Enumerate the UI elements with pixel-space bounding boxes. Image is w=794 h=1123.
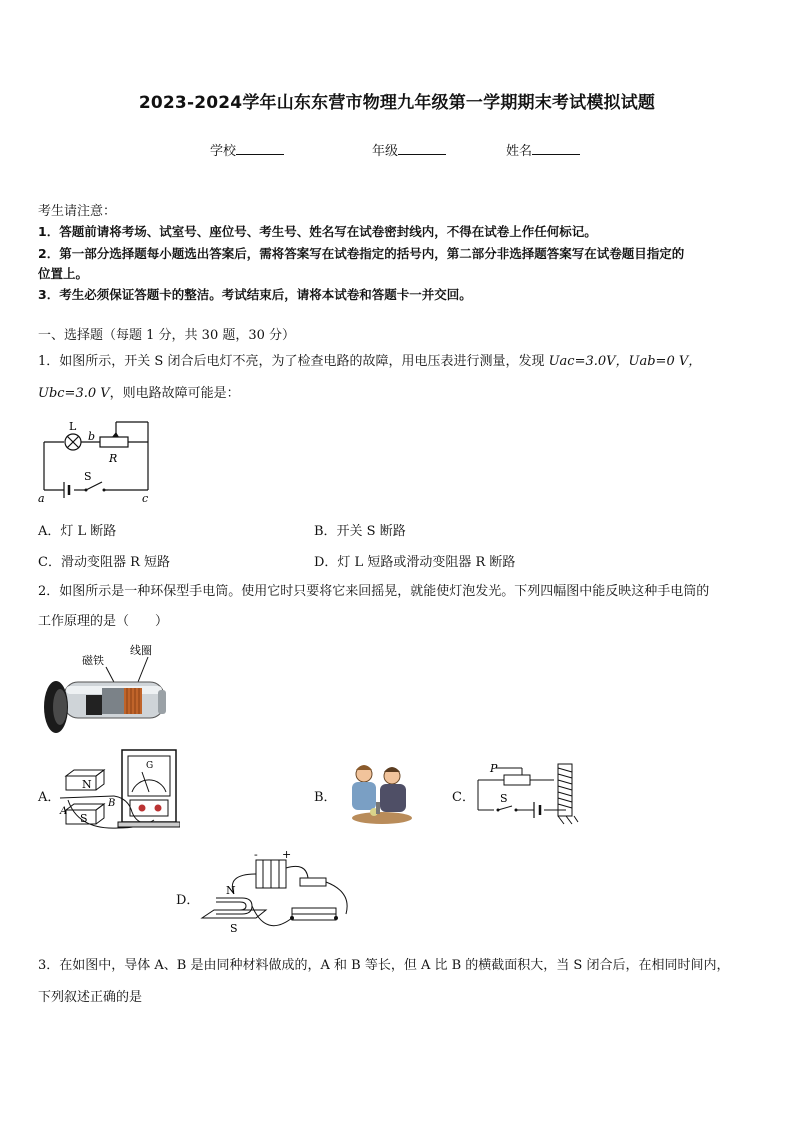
fig-a-N: N xyxy=(82,778,92,791)
grade-label: 年级 xyxy=(372,144,399,159)
q2-figure-c xyxy=(474,758,586,830)
fig-c-S: S xyxy=(500,792,508,805)
page-title: 2023-2024学年山东东营市物理九年级第一学期期末考试模拟试题 xyxy=(138,93,656,113)
fig-c-P: P xyxy=(490,762,498,775)
q1-option-d[interactable]: D．灯 L 短路或滑动变阻器 R 断路 xyxy=(314,555,516,570)
magnet-label: 磁铁 xyxy=(82,654,104,667)
q1-line1: 1．如图所示，开关 S 闭合后电灯不亮，为了检查电路的故障，用电压表进行测量，发现 Uac=3.0V，Uab=0 V， xyxy=(38,354,702,369)
q1-option-a[interactable]: A．灯 L 断路 xyxy=(38,524,117,539)
name-field[interactable] xyxy=(506,140,580,159)
name-label: 姓名 xyxy=(506,144,533,159)
fig-a-S: S xyxy=(80,812,88,825)
label-a: a xyxy=(38,492,45,504)
q2-option-a[interactable]: A． xyxy=(38,790,61,805)
q3-line1: 3．在如图中，导体 A、B 是由同种材料做成的，A 和 B 等长，但 A 比 B 的横截面积大，当 S 闭合后，在相同时间内， xyxy=(38,958,730,973)
fig-a-G: G xyxy=(146,761,154,771)
q2-figure-d xyxy=(196,848,356,940)
notice-item-3: 3．考生必须保证答题卡的整洁。考试结束后，请将本试卷和答题卡一并交回。 xyxy=(38,287,472,302)
fig-d-plus: + xyxy=(282,848,292,861)
coil-label: 线圈 xyxy=(130,644,152,657)
fig-a-A: A xyxy=(60,806,68,817)
school-label: 学校 xyxy=(210,144,237,159)
q2-option-d[interactable]: D． xyxy=(176,893,200,908)
notice-item-2-cont: 位置上。 xyxy=(38,266,89,281)
label-R: R xyxy=(109,452,118,465)
label-c: c xyxy=(142,492,149,504)
label-L: L xyxy=(69,420,77,433)
grade-field[interactable] xyxy=(372,140,446,159)
q3-line2: 下列叙述正确的是 xyxy=(38,990,143,1005)
fig-d-minus: - xyxy=(254,848,258,861)
q2-figure-a xyxy=(58,748,180,834)
fig-d-S: S xyxy=(230,922,238,935)
q2-option-c[interactable]: C． xyxy=(452,790,475,805)
q1-circuit-diagram xyxy=(36,418,156,504)
label-S: S xyxy=(84,470,92,483)
q1-line2: Ubc=3.0 V，则电路故障可能是： xyxy=(38,386,240,401)
q2-line2: 工作原理的是（ ） xyxy=(38,614,169,629)
fig-d-N: N xyxy=(226,884,236,897)
q2-line1: 2．如图所示是一种环保型手电筒。使用它时只要将它来回摇晃，就能使灯泡发光。下列四幅图中能反映这种手电筒的 xyxy=(38,584,710,599)
flashlight-image xyxy=(36,640,172,740)
label-b: b xyxy=(88,430,96,443)
q1-option-c[interactable]: C．滑动变阻器 R 短路 xyxy=(38,555,170,570)
section-heading: 一、选择题（每题 1 分，共 30 题，30 分） xyxy=(38,328,296,343)
q1-option-b[interactable]: B．开关 S 断路 xyxy=(314,524,406,539)
notice-item-2: 2．第一部分选择题每小题选出答案后，需将答案写在试卷指定的括号内，第二部分非选择题答案写在试卷题目指定的 xyxy=(38,246,685,261)
school-field[interactable] xyxy=(210,140,284,159)
notice-heading: 考生请注意： xyxy=(38,204,117,219)
q2-figure-b xyxy=(336,758,422,830)
fig-a-B: B xyxy=(108,798,116,809)
q2-option-b[interactable]: B． xyxy=(314,790,337,805)
notice-item-1: 1．答题前请将考场、试室号、座位号、考生号、姓名写在试卷密封线内，不得在试卷上作任何标记。 xyxy=(38,224,597,239)
